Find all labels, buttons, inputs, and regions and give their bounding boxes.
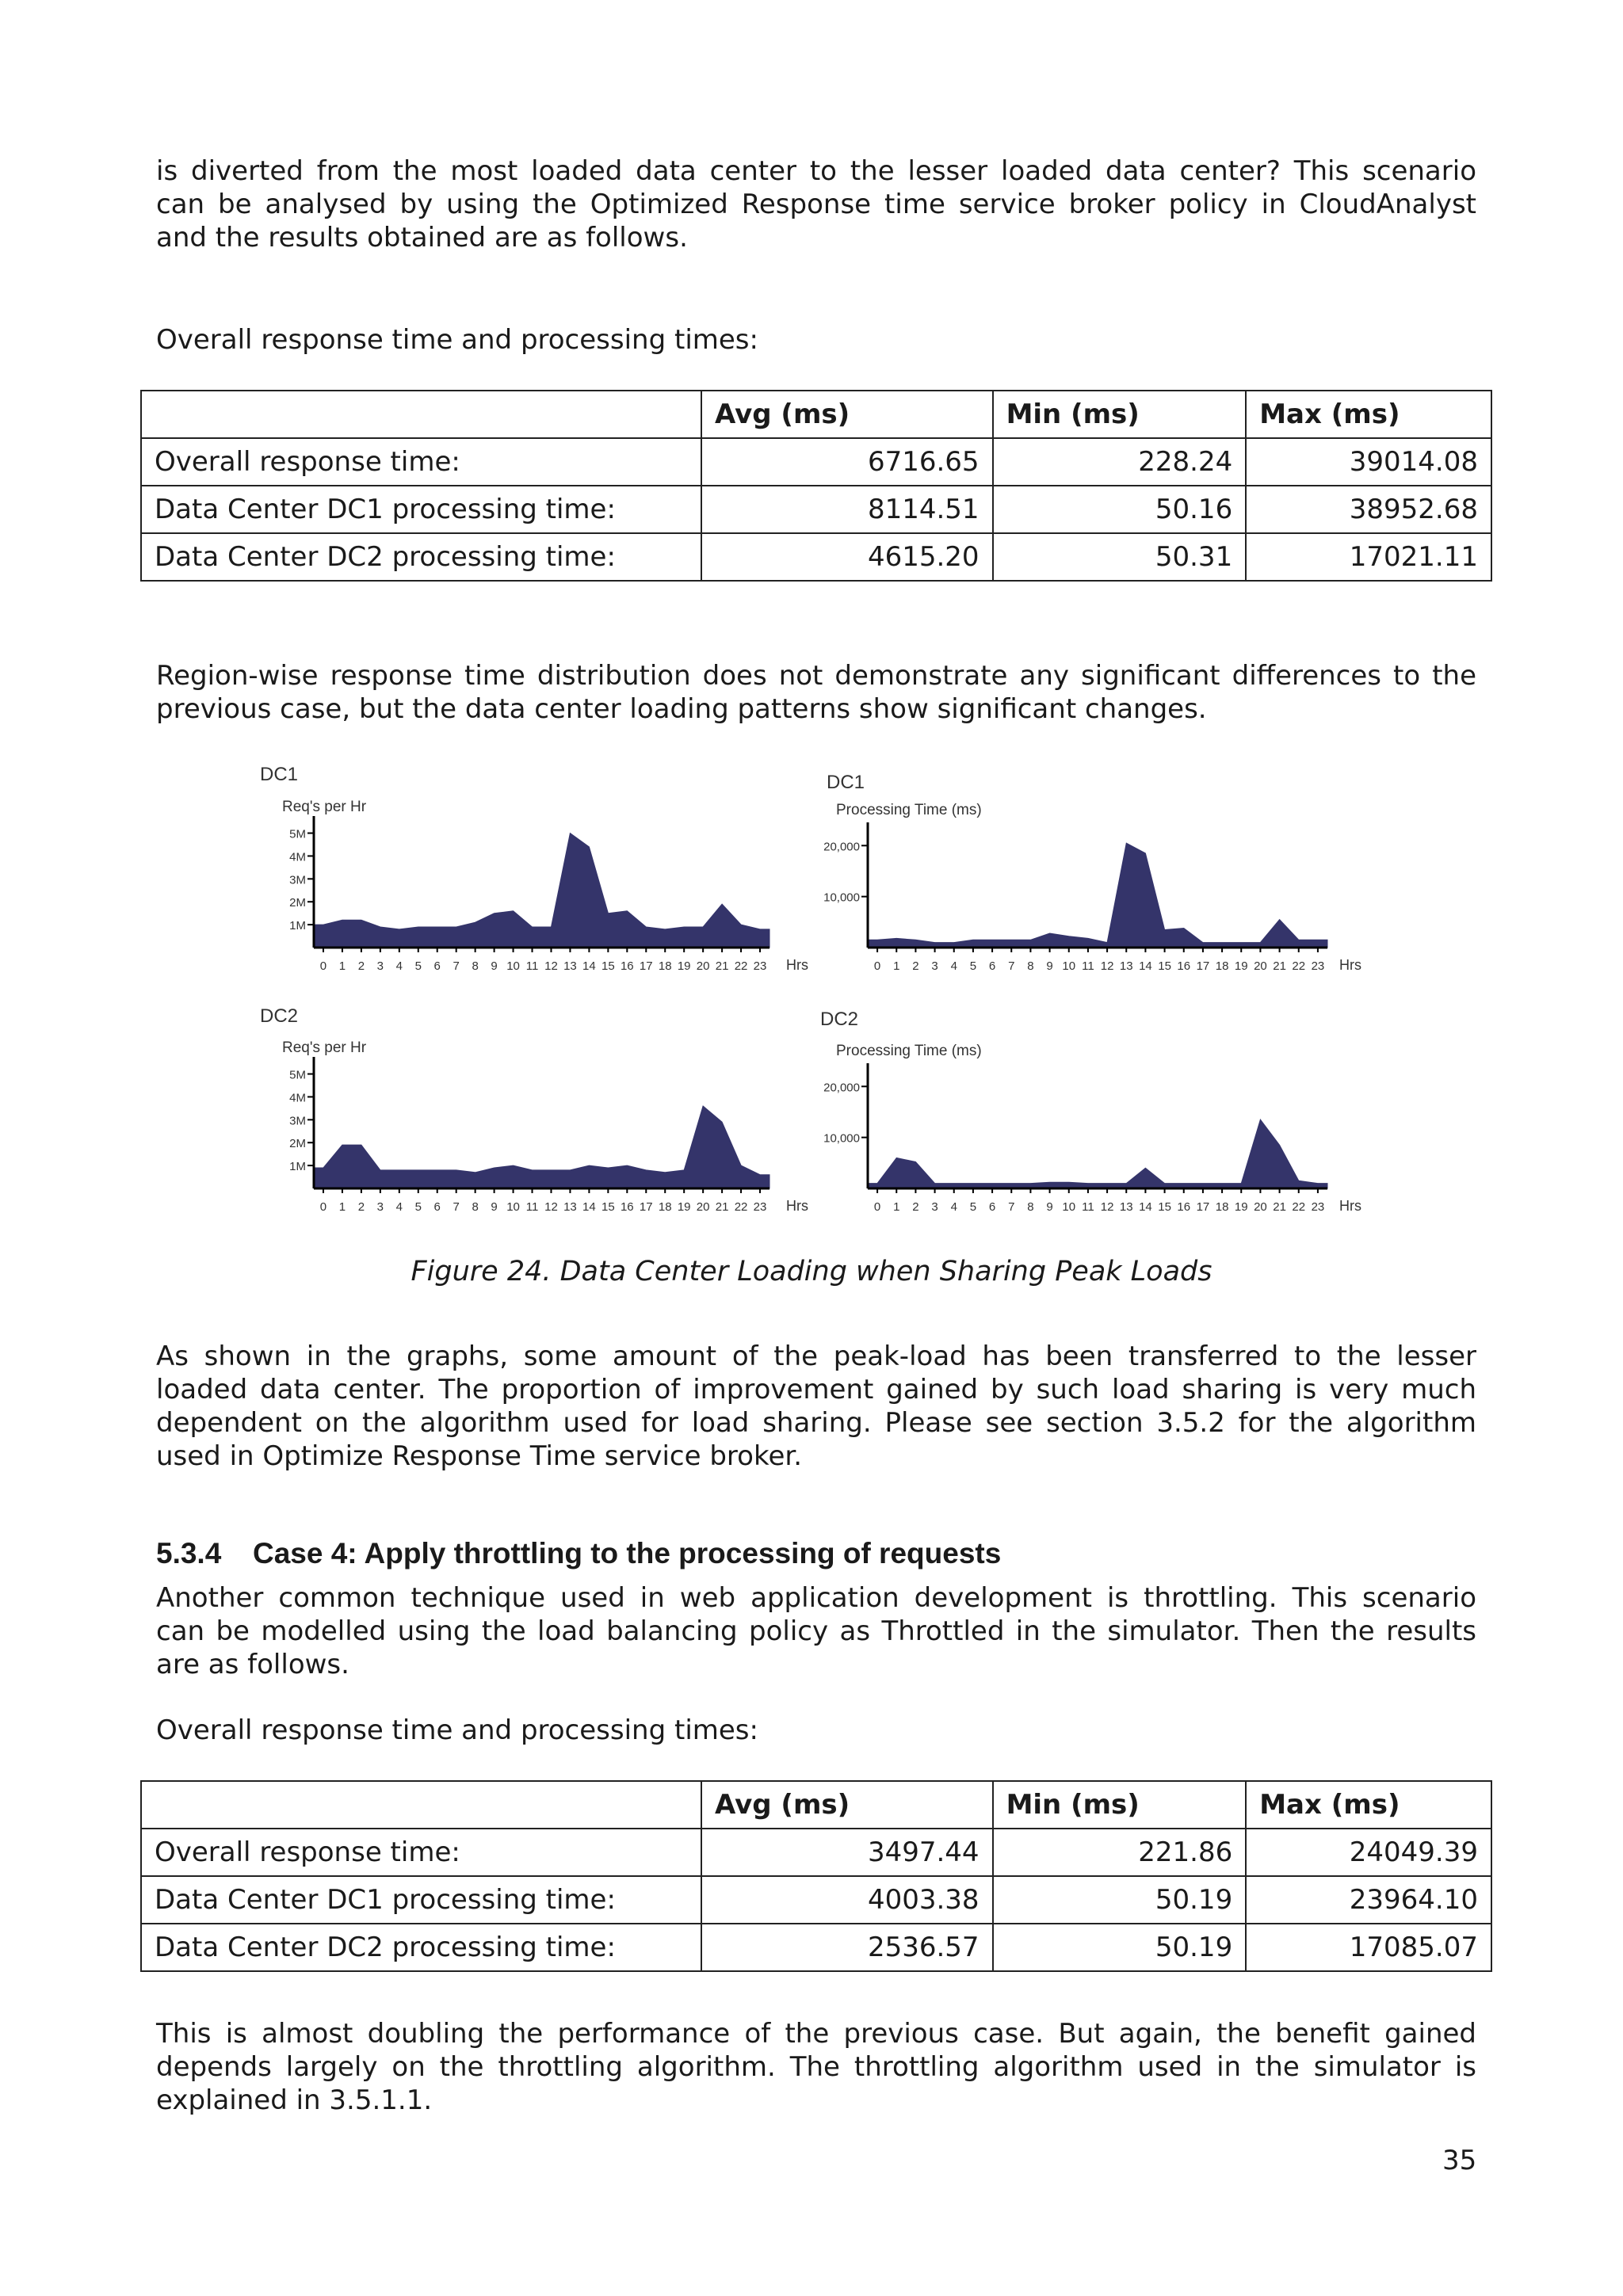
x-tick-label: 1	[338, 959, 346, 973]
x-tick-label: 15	[601, 959, 615, 973]
x-tick-label: 14	[582, 1200, 596, 1214]
x-tick-label: 11	[525, 959, 539, 973]
text-line: previous case, but the data center loading patterns show significant changes.	[156, 693, 1207, 725]
text-line: can be modelled using the load balancing policy as Throttled in the simulator. Then the results	[156, 1615, 1476, 1647]
x-tick-label: 21	[715, 959, 729, 973]
x-tick-label: 11	[1082, 959, 1094, 973]
x-tick-label: 7	[1008, 959, 1015, 973]
text-line: loaded data center. The proportion of improvement gained by such load sharing is very much	[156, 1374, 1476, 1405]
case4-paragraph	[156, 1581, 1476, 1681]
max-cell: 23964.10	[1246, 1876, 1491, 1924]
avg-cell: 6716.65	[701, 438, 993, 486]
x-axis-label: Hrs	[1339, 957, 1361, 973]
x-tick-label: 3	[376, 959, 384, 973]
section-title: Case 4: Apply throttling to the processing of requests	[253, 1537, 1002, 1569]
x-tick-label: 23	[753, 1200, 767, 1214]
x-tick-label: 13	[563, 1200, 577, 1214]
x-tick-label: 22	[734, 1200, 748, 1214]
y-tick-label: 20,000	[823, 1081, 860, 1095]
x-tick-label: 4	[950, 959, 957, 973]
text-line: Region-wise response time distribution does not demonstrate any significant differences to the	[156, 660, 1476, 692]
section-heading	[156, 1537, 1001, 1570]
x-tick-label: 9	[1046, 959, 1053, 973]
series-area	[314, 1106, 769, 1188]
row-label: Data Center DC2 processing time:	[141, 1924, 701, 1971]
x-tick-label: 18	[658, 1200, 672, 1214]
y-tick-label: 4M	[289, 850, 306, 864]
x-tick-label: 0	[873, 1200, 881, 1214]
chart-title: DC2	[820, 1009, 859, 1030]
x-tick-label: 5	[969, 959, 977, 973]
min-cell: 50.31	[993, 533, 1247, 581]
x-tick-label: 7	[453, 1200, 460, 1214]
x-tick-label: 13	[563, 959, 577, 973]
x-tick-label: 3	[931, 959, 938, 973]
x-tick-label: 17	[639, 1200, 653, 1214]
x-axis-label: Hrs	[786, 1198, 808, 1214]
row-label: Data Center DC2 processing time:	[141, 533, 701, 581]
x-tick-label: 2	[357, 1200, 365, 1214]
x-tick-label: 13	[1119, 959, 1133, 973]
x-tick-label: 8	[472, 1200, 479, 1214]
y-tick-label: 20,000	[823, 840, 860, 854]
x-tick-label: 4	[395, 1200, 403, 1214]
x-tick-label: 17	[639, 959, 653, 973]
x-tick-label: 1	[338, 1200, 346, 1214]
table-header-cell: Max (ms)	[1246, 391, 1491, 438]
x-tick-label: 8	[472, 959, 479, 973]
series-area	[314, 833, 769, 948]
x-tick-label: 6	[988, 959, 996, 973]
x-tick-label: 6	[433, 959, 441, 973]
max-cell: 17021.11	[1246, 533, 1491, 581]
x-tick-label: 8	[1027, 1200, 1034, 1214]
text-line: can be analysed by using the Optimized Response time service broker policy in CloudAnalyst	[156, 189, 1476, 220]
x-tick-label: 14	[1139, 959, 1152, 973]
y-axis-label: Req's per Hr	[282, 799, 367, 815]
y-tick-label: 2M	[289, 1137, 306, 1151]
avg-cell: 4003.38	[701, 1876, 993, 1924]
x-tick-label: 16	[1177, 959, 1191, 973]
text-line: used in Optimize Response Time service broker.	[156, 1440, 803, 1472]
x-tick-label: 18	[1215, 1200, 1229, 1214]
x-tick-label: 11	[1082, 1200, 1094, 1214]
series-area	[868, 1119, 1327, 1188]
avg-cell: 4615.20	[701, 533, 993, 581]
x-tick-label: 9	[491, 959, 498, 973]
x-tick-label: 12	[1100, 1200, 1114, 1214]
chart-title: DC1	[827, 772, 865, 793]
x-tick-label: 0	[319, 1200, 327, 1214]
x-tick-label: 10	[1062, 1200, 1076, 1214]
x-tick-label: 21	[1273, 959, 1286, 973]
x-tick-label: 18	[1215, 959, 1229, 973]
max-cell: 39014.08	[1246, 438, 1491, 486]
y-axis-label: Processing Time (ms)	[836, 802, 982, 818]
table-header-cell: Max (ms)	[1246, 1781, 1491, 1829]
x-tick-label: 20	[1254, 959, 1267, 973]
avg-cell: 2536.57	[701, 1924, 993, 1971]
y-tick-label: 5M	[289, 827, 306, 841]
x-tick-label: 22	[734, 959, 748, 973]
x-tick-label: 1	[893, 959, 900, 973]
results-table-2	[140, 1780, 1492, 1972]
x-tick-label: 20	[696, 959, 710, 973]
row-label: Data Center DC1 processing time:	[141, 486, 701, 533]
y-tick-label: 1M	[289, 919, 306, 933]
x-tick-label: 6	[988, 1200, 996, 1214]
chart-title: DC2	[260, 1005, 299, 1027]
x-axis-label: Hrs	[786, 957, 808, 973]
page-number: 35	[1442, 2145, 1477, 2176]
x-tick-label: 14	[582, 959, 596, 973]
shown-paragraph	[156, 1340, 1476, 1473]
max-cell: 38952.68	[1246, 486, 1491, 533]
x-tick-label: 0	[873, 959, 881, 973]
y-axis-label: Req's per Hr	[282, 1039, 367, 1056]
x-tick-label: 9	[1046, 1200, 1053, 1214]
x-tick-label: 3	[376, 1200, 384, 1214]
x-tick-label: 2	[357, 959, 365, 973]
y-tick-label: 10,000	[823, 1131, 860, 1146]
min-cell: 221.86	[993, 1829, 1247, 1876]
row-label: Overall response time:	[141, 438, 701, 486]
x-tick-label: 17	[1196, 1200, 1210, 1214]
table-header-cell	[141, 1781, 701, 1829]
x-tick-label: 5	[969, 1200, 977, 1214]
table-header-cell: Avg (ms)	[701, 1781, 993, 1829]
x-tick-label: 13	[1119, 1200, 1133, 1214]
x-tick-label: 21	[715, 1200, 729, 1214]
x-tick-label: 7	[1008, 1200, 1015, 1214]
table-row	[141, 1876, 1491, 1924]
x-tick-label: 10	[506, 959, 520, 973]
x-tick-label: 17	[1196, 959, 1210, 973]
x-tick-label: 4	[950, 1200, 957, 1214]
y-tick-label: 10,000	[823, 891, 860, 905]
y-tick-label: 4M	[289, 1091, 306, 1105]
section-number: 5.3.4	[156, 1537, 222, 1569]
x-tick-label: 23	[1311, 959, 1325, 973]
x-tick-label: 15	[1158, 959, 1171, 973]
x-tick-label: 5	[414, 959, 422, 973]
text-line: is diverted from the most loaded data center to the lesser loaded data center? This scenario	[156, 155, 1476, 187]
x-tick-label: 2	[912, 959, 919, 973]
table-header-cell: Min (ms)	[993, 1781, 1247, 1829]
x-tick-label: 16	[620, 1200, 634, 1214]
x-tick-label: 18	[658, 959, 672, 973]
x-tick-label: 10	[1062, 959, 1076, 973]
y-tick-label: 1M	[289, 1160, 306, 1174]
avg-cell: 8114.51	[701, 486, 993, 533]
x-tick-label: 20	[1254, 1200, 1267, 1214]
x-tick-label: 15	[1158, 1200, 1171, 1214]
x-tick-label: 12	[1100, 959, 1114, 973]
table-header-row	[141, 1781, 1491, 1829]
y-tick-label: 5M	[289, 1068, 306, 1082]
x-tick-label: 3	[931, 1200, 938, 1214]
series-area	[868, 843, 1327, 948]
y-axis-label: Processing Time (ms)	[836, 1043, 982, 1059]
x-tick-label: 22	[1292, 1200, 1306, 1214]
table1-intro: Overall response time and processing times:	[156, 324, 758, 356]
x-tick-label: 19	[1234, 1200, 1248, 1214]
x-tick-label: 4	[395, 959, 403, 973]
text-line: Another common technique used in web application development is throttling. This scenario	[156, 1582, 1476, 1614]
text-line: This is almost doubling the performance of the previous case. But again, the benefit gained	[156, 2018, 1476, 2050]
text-line: explained in 3.5.1.1.	[156, 2084, 433, 2116]
text-line: dependent on the algorithm used for load sharing. Please see section 3.5.2 for the algorithm	[156, 1407, 1476, 1439]
x-axis-label: Hrs	[1339, 1198, 1361, 1214]
x-tick-label: 5	[414, 1200, 422, 1214]
x-tick-label: 12	[544, 959, 558, 973]
x-tick-label: 19	[677, 1200, 691, 1214]
text-line: and the results obtained are as follows.	[156, 222, 688, 254]
x-tick-label: 10	[506, 1200, 520, 1214]
text-line: are as follows.	[156, 1649, 349, 1680]
x-tick-label: 12	[544, 1200, 558, 1214]
table-header-cell: Min (ms)	[993, 391, 1247, 438]
row-label: Data Center DC1 processing time:	[141, 1876, 701, 1924]
x-tick-label: 23	[753, 959, 767, 973]
table-row	[141, 1924, 1491, 1971]
table-row	[141, 1829, 1491, 1876]
x-tick-label: 9	[491, 1200, 498, 1214]
x-tick-label: 19	[1234, 959, 1248, 973]
y-tick-label: 2M	[289, 896, 306, 910]
x-tick-label: 19	[677, 959, 691, 973]
closing-paragraph	[156, 2017, 1476, 2117]
x-tick-label: 14	[1139, 1200, 1152, 1214]
x-tick-label: 16	[1177, 1200, 1191, 1214]
text-line: depends largely on the throttling algorithm. The throttling algorithm used in the simulator is	[156, 2051, 1476, 2083]
x-tick-label: 0	[319, 959, 327, 973]
x-tick-label: 11	[525, 1200, 539, 1214]
y-tick-label: 3M	[289, 1114, 306, 1128]
x-tick-label: 20	[696, 1200, 710, 1214]
figure-caption: Figure 24. Data Center Loading when Sharing Peak Loads	[411, 1256, 1212, 1287]
x-tick-label: 21	[1273, 1200, 1286, 1214]
min-cell: 228.24	[993, 438, 1247, 486]
text-line: As shown in the graphs, some amount of the peak-load has been transferred to the lesser	[156, 1341, 1476, 1372]
x-tick-label: 22	[1292, 959, 1306, 973]
x-tick-label: 1	[893, 1200, 900, 1214]
min-cell: 50.19	[993, 1924, 1247, 1971]
table-header-cell: Avg (ms)	[701, 391, 993, 438]
y-tick-label: 3M	[289, 873, 306, 887]
x-tick-label: 15	[601, 1200, 615, 1214]
table2-intro: Overall response time and processing times:	[156, 1714, 758, 1746]
row-label: Overall response time:	[141, 1829, 701, 1876]
x-tick-label: 8	[1027, 959, 1034, 973]
x-tick-label: 7	[453, 959, 460, 973]
max-cell: 24049.39	[1246, 1829, 1491, 1876]
x-tick-label: 23	[1311, 1200, 1325, 1214]
max-cell: 17085.07	[1246, 1924, 1491, 1971]
x-tick-label: 6	[433, 1200, 441, 1214]
x-tick-label: 16	[620, 959, 634, 973]
avg-cell: 3497.44	[701, 1829, 993, 1876]
x-tick-label: 2	[912, 1200, 919, 1214]
chart-title: DC1	[260, 764, 299, 785]
min-cell: 50.16	[993, 486, 1247, 533]
min-cell: 50.19	[993, 1876, 1247, 1924]
